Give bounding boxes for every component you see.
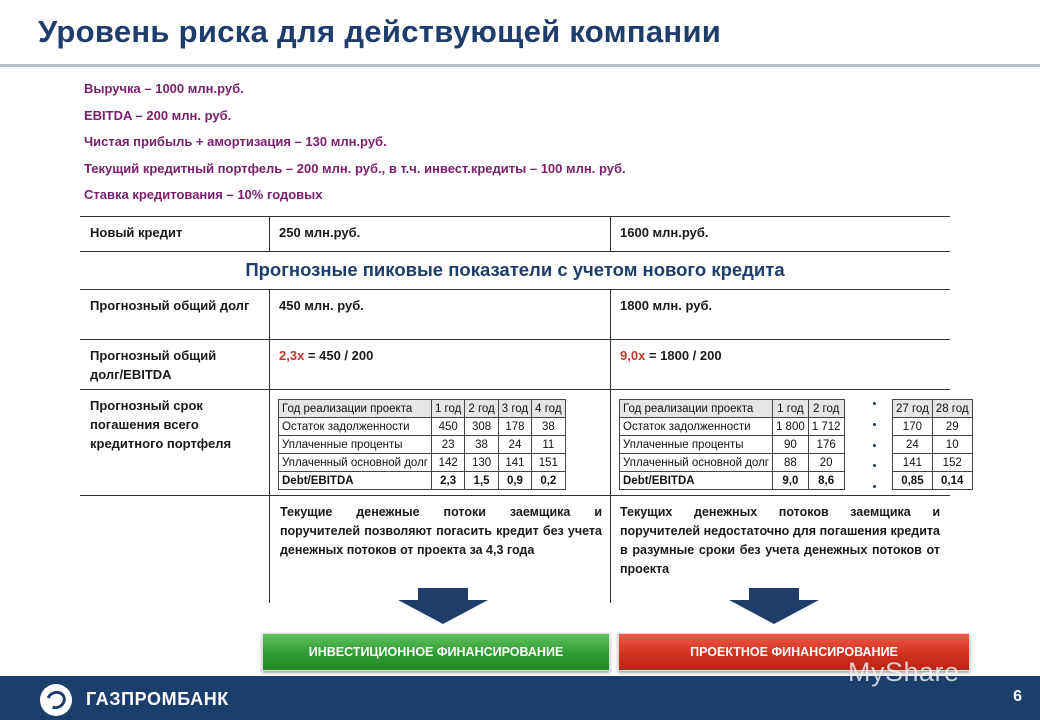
table-cell: 1,5 (465, 472, 498, 490)
table-cell: 1 год (772, 400, 808, 418)
table-cell: Уплаченные проценты (620, 436, 773, 454)
table-cell: 27 год (893, 400, 933, 418)
table-cell: 141 (498, 454, 531, 472)
table-rule (80, 289, 950, 290)
table-cell: 2 год (808, 400, 844, 418)
down-arrow-icon (418, 588, 468, 600)
table-rule (80, 251, 950, 252)
table-cell: 0,2 (532, 472, 565, 490)
table-cell: 8,6 (808, 472, 844, 490)
section-heading: Прогнозные пиковые показатели с учетом нового кредита (245, 259, 785, 280)
table-row (279, 436, 566, 454)
debt-ebitda-ratio-b: 9,0х (620, 348, 646, 363)
table-cell: 151 (532, 454, 565, 472)
fact-interest-rate: Ставка кредитования – 10% годовых (84, 187, 323, 202)
debt-ebitda-formula-b: = 1800 / 200 (645, 348, 722, 363)
table-row (620, 472, 845, 490)
table-cell: Уплаченные проценты (279, 436, 432, 454)
table-cell: 4 год (532, 400, 565, 418)
table-cell: 88 (772, 454, 808, 472)
repayment-term-label: Прогнозный срок погашения всего кредитного портфеля (90, 398, 232, 451)
table-cell: 1 712 (808, 418, 844, 436)
table-cell: 1 800 (772, 418, 808, 436)
fact-ebitda: EBITDA – 200 млн. руб. (84, 107, 232, 123)
table-row (893, 418, 973, 436)
table-cell: 0,85 (893, 472, 933, 490)
fact-revenue: Выручка – 1000 млн.руб. (84, 81, 244, 96)
table-cell: Debt/EBITDA (279, 472, 432, 490)
page-title: Уровень риска для действующей компании (38, 14, 722, 49)
column-divider (269, 216, 270, 251)
table-cell: 176 (808, 436, 844, 454)
table-cell: 20 (808, 454, 844, 472)
column-divider (610, 216, 611, 251)
table-cell: 170 (893, 418, 933, 436)
conclusion-investment: Текущие денежные потоки заемщика и поручителей позволяют погасить кредит без учета денежных потоков от проекта за 4,3 года (280, 505, 602, 557)
table-rule (80, 339, 950, 340)
dot (873, 485, 876, 488)
table-cell: 141 (893, 454, 933, 472)
table-row (620, 436, 845, 454)
dot (873, 444, 876, 447)
table-cell: Debt/EBITDA (620, 472, 773, 490)
table-cell: Уплаченный основной долг (279, 454, 432, 472)
total-debt-label: Прогнозный общий долг (90, 298, 250, 313)
table-cell: Остаток задолженности (279, 418, 432, 436)
schedule-table-late-years (892, 399, 973, 490)
down-arrow-icon (398, 600, 488, 624)
table-row (620, 454, 845, 472)
table-cell: 29 (932, 418, 972, 436)
page-number: 6 (1013, 688, 1022, 705)
total-debt-value-a: 450 млн. руб. (279, 298, 364, 313)
table-cell: Уплаченный основной долг (620, 454, 773, 472)
table-cell: 24 (893, 436, 933, 454)
table-row (893, 436, 973, 454)
table-cell: 152 (932, 454, 972, 472)
watermark: MyShare (848, 657, 960, 687)
table-cell: 11 (532, 436, 565, 454)
table-cell: 178 (498, 418, 531, 436)
table-cell: 0,9 (498, 472, 531, 490)
table-cell: 308 (465, 418, 498, 436)
table-cell: 2,3 (431, 472, 464, 490)
table-row (620, 418, 845, 436)
column-divider (269, 289, 270, 603)
new-credit-label: Новый кредит (90, 225, 183, 240)
schedule-table-investment (278, 399, 566, 490)
investment-financing-button[interactable]: ИНВЕСТИЦИОННОЕ ФИНАНСИРОВАНИЕ (262, 633, 610, 671)
new-credit-value-b: 1600 млн.руб. (620, 225, 709, 240)
table-rule (80, 216, 950, 217)
fact-loan-portfolio: Текущий кредитный портфель – 200 млн. руб., в т.ч. инвест.кредиты – 100 млн. руб. (84, 160, 626, 176)
dot (873, 423, 876, 426)
table-cell: 142 (431, 454, 464, 472)
company-facts-list (84, 78, 626, 211)
table-rule (80, 495, 950, 496)
total-debt-value-b: 1800 млн. руб. (620, 298, 713, 313)
down-arrow-icon (749, 588, 799, 600)
table-cell: 1 год (431, 400, 464, 418)
table-cell: 450 (431, 418, 464, 436)
table-cell: 38 (532, 418, 565, 436)
dot (873, 464, 876, 467)
table-cell: 10 (932, 436, 972, 454)
table-row (893, 454, 973, 472)
table-cell: 90 (772, 436, 808, 454)
debt-ebitda-formula-a: = 450 / 200 (304, 348, 374, 363)
table-cell: 2 год (465, 400, 498, 418)
table-cell: 3 год (498, 400, 531, 418)
brand-name: ГАЗПРОМБАНК (86, 689, 229, 709)
title-divider (0, 64, 1040, 67)
debt-ebitda-value-a (279, 346, 373, 365)
conclusion-project: Текущих денежных потоков заемщика и поручителей недостаточно для погашения кредита в разумные сроки без учета денежных потоков от проекта (620, 505, 940, 576)
table-cell: 28 год (932, 400, 972, 418)
debt-ebitda-value-b (620, 346, 722, 365)
table-row (893, 400, 973, 418)
table-row (279, 418, 566, 436)
table-row (620, 400, 845, 418)
debt-ebitda-ratio-a: 2,3х (279, 348, 305, 363)
table-row (279, 454, 566, 472)
table-row (893, 472, 973, 490)
debt-ebitda-label: Прогнозный общий долг/EBITDA (90, 348, 217, 382)
schedule-table-project (619, 399, 845, 490)
down-arrow-icon (729, 600, 819, 624)
table-cell: 9,0 (772, 472, 808, 490)
table-cell: 24 (498, 436, 531, 454)
table-row (279, 400, 566, 418)
table-cell: 38 (465, 436, 498, 454)
table-cell: Год реализации проекта (279, 400, 432, 418)
fact-net-profit: Чистая прибыль + амортизация – 130 млн.руб. (84, 134, 387, 149)
table-cell: 23 (431, 436, 464, 454)
table-cell: 0,14 (932, 472, 972, 490)
table-rule (80, 389, 950, 390)
table-cell: 130 (465, 454, 498, 472)
table-cell: Год реализации проекта (620, 400, 773, 418)
project-financing-button[interactable]: ПРОЕКТНОЕ ФИНАНСИРОВАНИЕ (618, 633, 970, 671)
new-credit-value-a: 250 млн.руб. (279, 225, 361, 240)
column-divider (610, 289, 611, 603)
dot (873, 402, 876, 405)
ellipsis-dots (870, 402, 878, 488)
table-cell: Остаток задолженности (620, 418, 773, 436)
table-row (279, 472, 566, 490)
gazprombank-logo-icon (40, 684, 72, 716)
